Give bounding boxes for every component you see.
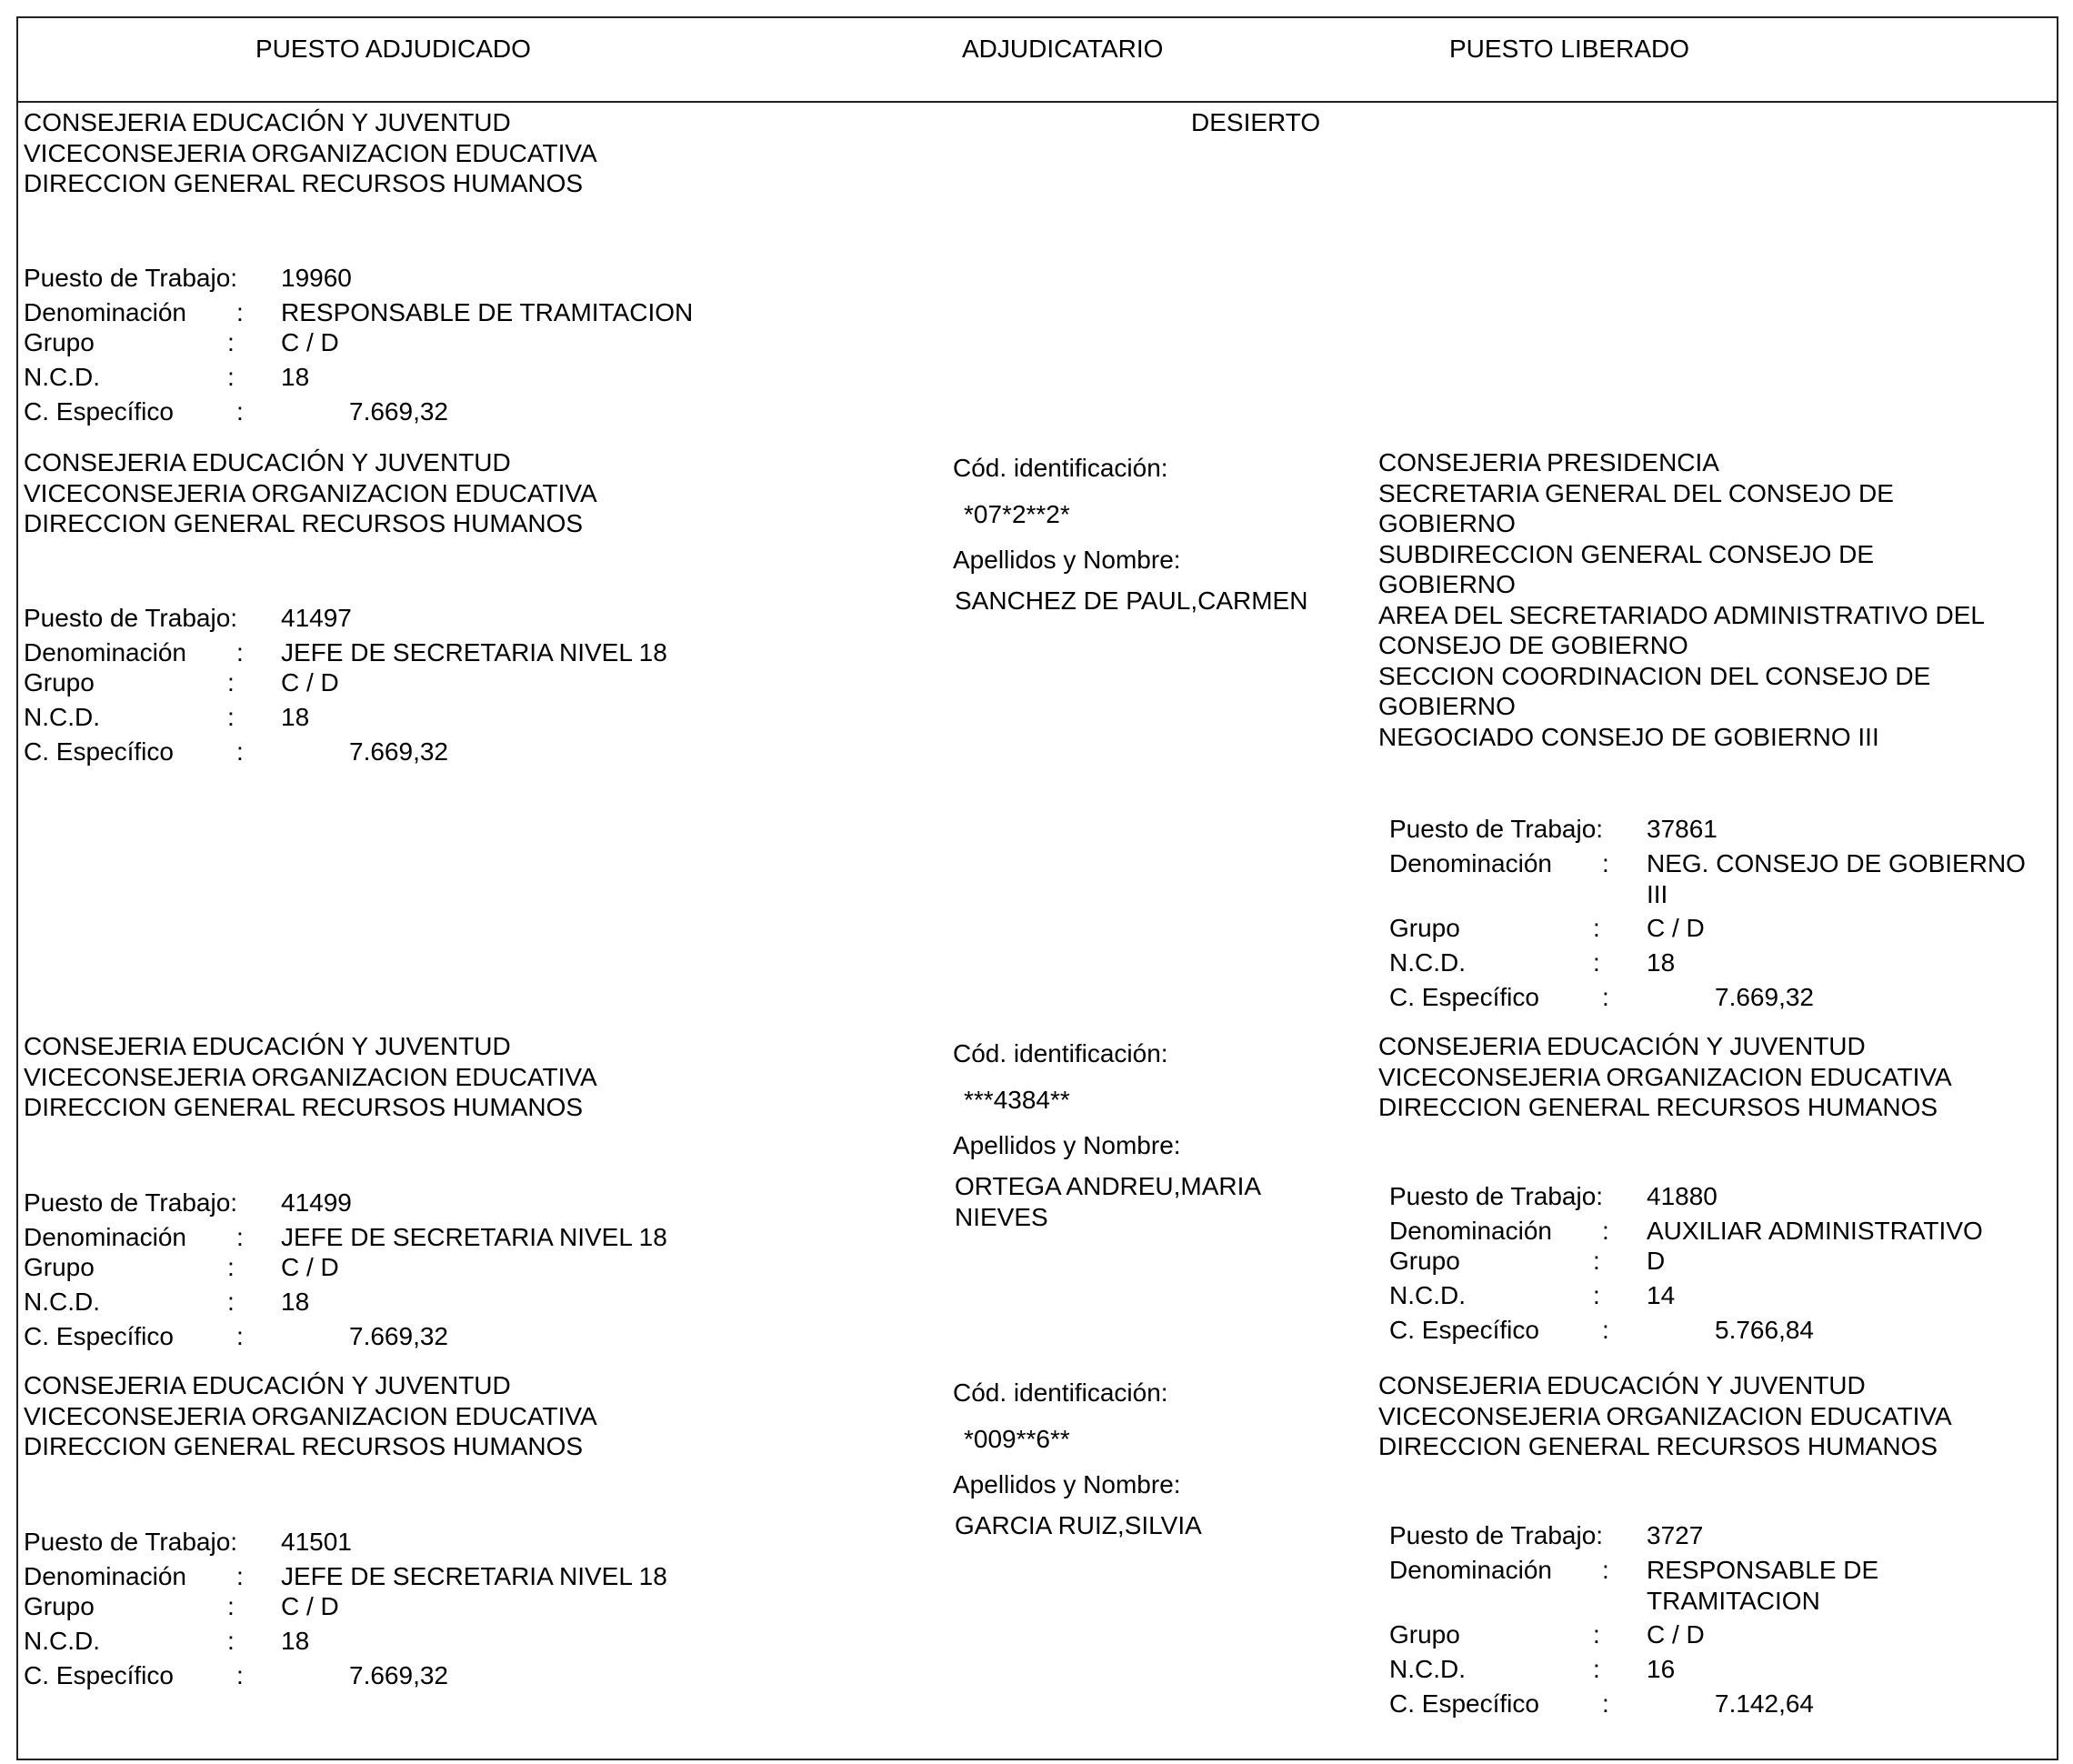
- cod-identificacion-value: *009**6**: [964, 1425, 1070, 1453]
- adjudicado-denominacion-value: JEFE DE SECRETARIA NIVEL 18: [281, 1223, 667, 1251]
- adjudicado-ncd-label: N.C.D.: [24, 1288, 100, 1316]
- liberado-puesto-label: Puesto de Trabajo:: [1389, 1182, 1604, 1210]
- adjudicado-ncd-label: N.C.D.: [24, 363, 100, 391]
- adjudicado-especifico-colon: :: [236, 397, 244, 426]
- liberado-especifico-value: 7.142,64: [1715, 1689, 1814, 1718]
- liberado-ncd-colon: :: [1593, 1655, 1600, 1683]
- adjudicado-denominacion-colon: :: [236, 638, 244, 667]
- cod-identificacion-label: Cód. identificación:: [953, 1039, 1168, 1067]
- adjudicado-grupo-label: Grupo: [24, 668, 95, 697]
- adjudicado-grupo-label: Grupo: [24, 1592, 95, 1620]
- adjudicado-especifico-label: C. Específico: [24, 1661, 174, 1689]
- adjudicado-grupo-value: C / D: [281, 1253, 339, 1281]
- liberado-grupo-label: Grupo: [1389, 914, 1460, 942]
- adjudicado-denominacion-label: Denominación: [24, 298, 186, 326]
- adjudicado-org-line: DIRECCION GENERAL RECURSOS HUMANOS: [24, 169, 584, 197]
- adjudicado-grupo-colon: :: [227, 1253, 235, 1281]
- adjudicado-denominacion-value: JEFE DE SECRETARIA NIVEL 18: [281, 1562, 667, 1590]
- liberado-org-line: AREA DEL SECRETARIADO ADMINISTRATIVO DEL: [1378, 600, 1985, 629]
- liberado-denominacion-colon: :: [1602, 849, 1609, 877]
- liberado-org-line: CONSEJERIA PRESIDENCIA: [1378, 448, 1719, 476]
- adjudicado-grupo-colon: :: [227, 1592, 235, 1620]
- nombre-label: Apellidos y Nombre:: [953, 1470, 1181, 1498]
- cod-identificacion-value: ***4384**: [964, 1086, 1070, 1114]
- liberado-especifico-colon: :: [1602, 1316, 1609, 1344]
- liberado-denominacion-value: NEG. CONSEJO DE GOBIERNO III: [1647, 849, 2026, 908]
- adjudicado-especifico-value: 7.669,32: [349, 1322, 448, 1350]
- adjudicado-puesto-value: 41499: [281, 1188, 352, 1217]
- liberado-denominacion-colon: :: [1602, 1556, 1609, 1584]
- adjudicado-denominacion-colon: :: [236, 1223, 244, 1251]
- adjudicado-ncd-value: 18: [281, 703, 310, 731]
- adjudicado-puesto-value: 41501: [281, 1528, 352, 1556]
- header-puesto-liberado: PUESTO LIBERADO: [1449, 35, 1690, 63]
- cod-identificacion-label: Cód. identificación:: [953, 1378, 1168, 1407]
- adjudicado-denominacion-colon: :: [236, 1562, 244, 1590]
- adjudicado-org-line: DIRECCION GENERAL RECURSOS HUMANOS: [24, 509, 584, 537]
- cod-identificacion-value: *07*2**2*: [964, 500, 1070, 528]
- liberado-grupo-value: D: [1647, 1247, 1666, 1275]
- adjudicado-ncd-colon: :: [227, 703, 235, 731]
- adjudicado-puesto-label: Puesto de Trabajo:: [24, 604, 238, 632]
- liberado-org-line: VICECONSEJERIA ORGANIZACION EDUCATIVA: [1378, 1062, 1952, 1091]
- liberado-org-line: VICECONSEJERIA ORGANIZACION EDUCATIVA: [1378, 1401, 1952, 1430]
- liberado-org-line: SUBDIRECCION GENERAL CONSEJO DE: [1378, 539, 1875, 568]
- cod-identificacion-label: Cód. identificación:: [953, 454, 1168, 482]
- liberado-org-line: CONSEJERIA EDUCACIÓN Y JUVENTUD: [1378, 1032, 1866, 1060]
- adjudicado-org-line: VICECONSEJERIA ORGANIZACION EDUCATIVA: [24, 478, 597, 507]
- liberado-puesto-value: 37861: [1647, 815, 1717, 843]
- liberado-puesto-value: 41880: [1647, 1182, 1717, 1210]
- header-divider: [16, 101, 2058, 103]
- adjudicado-puesto-value: 41497: [281, 604, 352, 632]
- adjudicado-denominacion-label: Denominación: [24, 1562, 186, 1590]
- liberado-ncd-colon: :: [1593, 948, 1600, 977]
- header-adjudicatario: ADJUDICATARIO: [962, 35, 1164, 63]
- nombre-label: Apellidos y Nombre:: [953, 1131, 1181, 1159]
- nombre-value: ORTEGA ANDREU,MARIA NIEVES: [955, 1172, 1260, 1231]
- adjudicado-org-line: DIRECCION GENERAL RECURSOS HUMANOS: [24, 1432, 584, 1460]
- adjudicado-org-line: CONSEJERIA EDUCACIÓN Y JUVENTUD: [24, 108, 511, 136]
- adjudicado-grupo-label: Grupo: [24, 1253, 95, 1281]
- adjudicado-grupo-value: C / D: [281, 328, 339, 356]
- liberado-denominacion-value: AUXILIAR ADMINISTRATIVO: [1647, 1217, 1983, 1245]
- nombre-value: SANCHEZ DE PAUL,CARMEN: [955, 586, 1308, 615]
- liberado-denominacion-label: Denominación: [1389, 849, 1552, 877]
- adjudicado-ncd-value: 18: [281, 1288, 310, 1316]
- liberado-grupo-colon: :: [1593, 1247, 1600, 1275]
- liberado-denominacion-label: Denominación: [1389, 1217, 1552, 1245]
- liberado-org-line: DIRECCION GENERAL RECURSOS HUMANOS: [1378, 1432, 1938, 1460]
- liberado-denominacion-colon: :: [1602, 1217, 1609, 1245]
- liberado-denominacion-value: RESPONSABLE DE TRAMITACION: [1647, 1556, 1879, 1615]
- liberado-especifico-colon: :: [1602, 1689, 1609, 1718]
- adjudicado-especifico-value: 7.669,32: [349, 397, 448, 426]
- adjudicado-puesto-label: Puesto de Trabajo:: [24, 1188, 238, 1217]
- adjudicado-especifico-value: 7.669,32: [349, 737, 448, 766]
- liberado-org-line: GOBIERNO: [1378, 509, 1516, 537]
- adjudicado-denominacion-value: RESPONSABLE DE TRAMITACION: [281, 298, 694, 326]
- adjudicado-especifico-value: 7.669,32: [349, 1661, 448, 1689]
- liberado-ncd-value: 14: [1647, 1281, 1676, 1309]
- adjudicado-grupo-colon: :: [227, 668, 235, 697]
- liberado-org-line: GOBIERNO: [1378, 692, 1516, 720]
- liberado-grupo-label: Grupo: [1389, 1247, 1460, 1275]
- adjudicado-especifico-label: C. Específico: [24, 737, 174, 766]
- nombre-value: GARCIA RUIZ,SILVIA: [955, 1511, 1202, 1539]
- adjudicado-puesto-value: 19960: [281, 264, 352, 292]
- liberado-especifico-label: C. Específico: [1389, 983, 1539, 1011]
- liberado-ncd-label: N.C.D.: [1389, 948, 1466, 977]
- liberado-grupo-colon: :: [1593, 1620, 1600, 1649]
- liberado-ncd-label: N.C.D.: [1389, 1281, 1466, 1309]
- liberado-ncd-value: 18: [1647, 948, 1676, 977]
- adjudicado-ncd-colon: :: [227, 363, 235, 391]
- adjudicado-denominacion-value: JEFE DE SECRETARIA NIVEL 18: [281, 638, 667, 667]
- adjudicado-ncd-colon: :: [227, 1288, 235, 1316]
- liberado-ncd-value: 16: [1647, 1655, 1676, 1683]
- adjudicado-especifico-colon: :: [236, 1322, 244, 1350]
- liberado-denominacion-label: Denominación: [1389, 1556, 1552, 1584]
- liberado-especifico-value: 5.766,84: [1715, 1316, 1814, 1344]
- adjudicado-ncd-label: N.C.D.: [24, 703, 100, 731]
- liberado-org-line: GOBIERNO: [1378, 570, 1516, 598]
- adjudicado-denominacion-label: Denominación: [24, 638, 186, 667]
- adjudicado-org-line: VICECONSEJERIA ORGANIZACION EDUCATIVA: [24, 138, 597, 167]
- adjudicado-grupo-value: C / D: [281, 668, 339, 697]
- liberado-puesto-label: Puesto de Trabajo:: [1389, 1521, 1604, 1549]
- header-puesto-adjudicado: PUESTO ADJUDICADO: [255, 35, 531, 63]
- liberado-especifico-label: C. Específico: [1389, 1689, 1539, 1718]
- adjudicado-ncd-colon: :: [227, 1627, 235, 1655]
- adjudicado-org-line: CONSEJERIA EDUCACIÓN Y JUVENTUD: [24, 448, 511, 476]
- adjudicado-especifico-label: C. Específico: [24, 397, 174, 426]
- liberado-org-line: SECCION COORDINACION DEL CONSEJO DE: [1378, 661, 1931, 690]
- nombre-label: Apellidos y Nombre:: [953, 546, 1181, 574]
- adjudicado-org-line: CONSEJERIA EDUCACIÓN Y JUVENTUD: [24, 1032, 511, 1060]
- desierto-label: DESIERTO: [1191, 108, 1321, 136]
- adjudicado-especifico-colon: :: [236, 737, 244, 766]
- liberado-especifico-colon: :: [1602, 983, 1609, 1011]
- adjudicado-org-line: VICECONSEJERIA ORGANIZACION EDUCATIVA: [24, 1401, 597, 1430]
- adjudicado-ncd-label: N.C.D.: [24, 1627, 100, 1655]
- adjudicado-puesto-label: Puesto de Trabajo:: [24, 264, 238, 292]
- liberado-especifico-value: 7.669,32: [1715, 983, 1814, 1011]
- liberado-org-line: CONSEJERIA EDUCACIÓN Y JUVENTUD: [1378, 1371, 1866, 1399]
- liberado-org-line: DIRECCION GENERAL RECURSOS HUMANOS: [1378, 1093, 1938, 1121]
- adjudicado-especifico-label: C. Específico: [24, 1322, 174, 1350]
- adjudicado-org-line: DIRECCION GENERAL RECURSOS HUMANOS: [24, 1093, 584, 1121]
- adjudicado-grupo-colon: :: [227, 328, 235, 356]
- adjudicado-ncd-value: 18: [281, 1627, 310, 1655]
- adjudicado-denominacion-colon: :: [236, 298, 244, 326]
- adjudicado-org-line: CONSEJERIA EDUCACIÓN Y JUVENTUD: [24, 1371, 511, 1399]
- adjudicado-especifico-colon: :: [236, 1661, 244, 1689]
- liberado-grupo-colon: :: [1593, 914, 1600, 942]
- liberado-org-line: SECRETARIA GENERAL DEL CONSEJO DE: [1378, 478, 1894, 507]
- liberado-grupo-value: C / D: [1647, 914, 1705, 942]
- adjudicado-grupo-label: Grupo: [24, 328, 95, 356]
- liberado-ncd-colon: :: [1593, 1281, 1600, 1309]
- liberado-org-line: CONSEJO DE GOBIERNO: [1378, 631, 1688, 659]
- liberado-grupo-value: C / D: [1647, 1620, 1705, 1649]
- adjudicado-denominacion-label: Denominación: [24, 1223, 186, 1251]
- liberado-org-line: NEGOCIADO CONSEJO DE GOBIERNO III: [1378, 722, 1879, 751]
- liberado-puesto-value: 3727: [1647, 1521, 1704, 1549]
- liberado-ncd-label: N.C.D.: [1389, 1655, 1466, 1683]
- liberado-especifico-label: C. Específico: [1389, 1316, 1539, 1344]
- adjudicado-puesto-label: Puesto de Trabajo:: [24, 1528, 238, 1556]
- liberado-puesto-label: Puesto de Trabajo:: [1389, 815, 1604, 843]
- liberado-grupo-label: Grupo: [1389, 1620, 1460, 1649]
- adjudicado-org-line: VICECONSEJERIA ORGANIZACION EDUCATIVA: [24, 1062, 597, 1091]
- adjudicado-ncd-value: 18: [281, 363, 310, 391]
- adjudicado-grupo-value: C / D: [281, 1592, 339, 1620]
